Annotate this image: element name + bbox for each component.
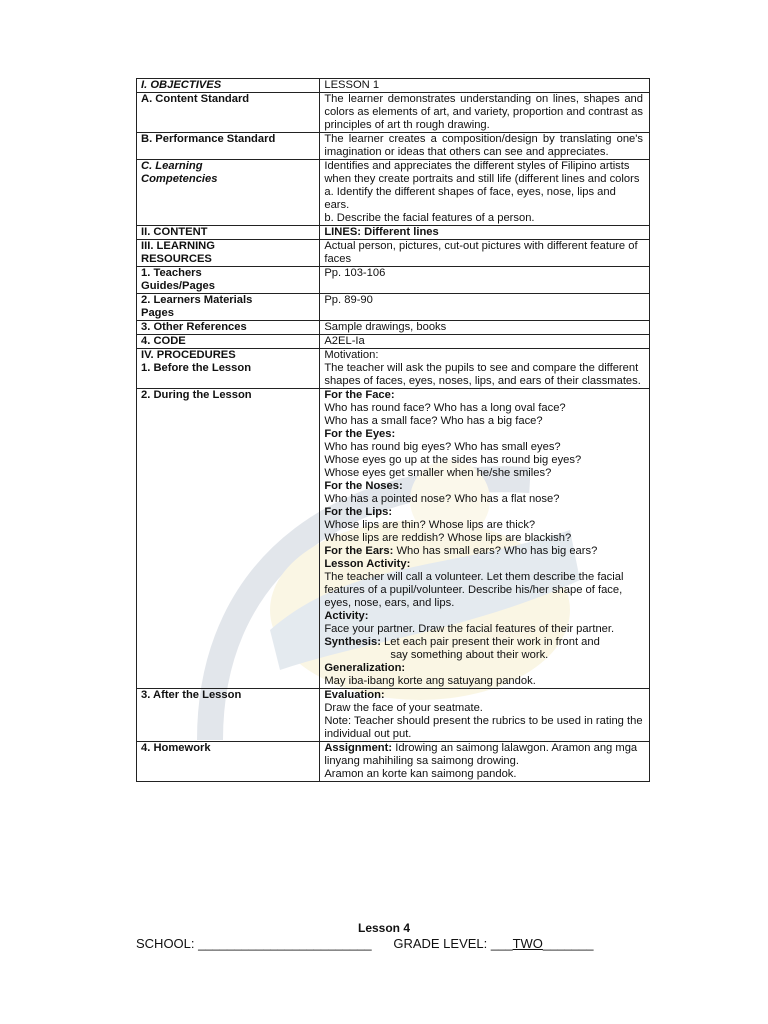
eyes-question-3: Whose eyes get smaller when he/she smiles? — [324, 467, 552, 479]
learning-resources-label-line-2: RESOURCES — [141, 253, 212, 265]
lesson-plan-table — [136, 78, 650, 782]
performance-standard-label: B. Performance Standard — [137, 133, 320, 160]
row-after-lesson — [137, 689, 650, 742]
noses-heading: For the Noses: — [324, 480, 403, 492]
row-learners-materials — [137, 294, 650, 321]
motivation-heading: Motivation: — [324, 349, 379, 361]
procedures-label — [137, 349, 320, 389]
learners-materials-label — [137, 294, 320, 321]
face-heading: For the Face: — [324, 389, 395, 401]
row-performance-standard — [137, 133, 650, 160]
evaluation-heading: Evaluation: — [324, 689, 385, 701]
learning-resources-label — [137, 240, 320, 267]
row-content-standard — [137, 93, 650, 133]
during-lesson-label: 2. During the Lesson — [137, 389, 320, 689]
content-standard-value: The learner demonstrates understanding on lines, shapes and colors as elements of art, and variety, proportion and contrast as principles of art th rough drawing. — [320, 93, 650, 133]
lips-question-1: Whose lips are thin? Whose lips are thick? — [324, 519, 536, 531]
assignment-line — [324, 742, 643, 768]
learning-competencies-value — [320, 160, 650, 226]
eyes-question-1: Who has round big eyes? Who has small eyes? — [324, 441, 561, 453]
objectives-label: I. OBJECTIVES — [137, 79, 320, 93]
grade-level-value: TWO — [512, 936, 543, 951]
performance-standard-value: The learner creates a composition/design by translating one's imagination or ideas that others can see and appreciates. — [320, 133, 650, 160]
lesson-activity-text: The teacher will call a volunteer. Let them describe the facial features of a pupil/volunteer. Describe his/her shape of face, eyes, nose, ears, and lips. — [324, 571, 624, 609]
other-references-label: 3. Other References — [137, 321, 320, 335]
lips-question-2: Whose lips are reddish? Whose lips are blackish? — [324, 532, 572, 544]
face-question-2: Who has a small face? Who has a big face? — [324, 415, 543, 427]
synthesis-text-continued: say something about their work. — [390, 649, 549, 661]
grade-level-label: GRADE LEVEL: ___ — [393, 936, 513, 951]
learning-competencies-label-line-1: C. Learning — [141, 160, 203, 172]
row-during-lesson — [137, 389, 650, 689]
procedures-value — [320, 349, 650, 389]
row-other-references — [137, 321, 650, 335]
after-lesson-label: 3. After the Lesson — [137, 689, 320, 742]
learning-competencies-label-line-2: Competencies — [141, 173, 218, 185]
content-value: LINES: Different lines — [320, 226, 650, 240]
other-references-value: Sample drawings, books — [320, 321, 650, 335]
evaluation-text: Draw the face of your seatmate. — [324, 702, 483, 714]
row-content — [137, 226, 650, 240]
row-homework — [137, 742, 650, 782]
activity-text: Face your partner. Draw the facial features of their partner. — [324, 623, 615, 635]
activity-heading: Activity: — [324, 610, 369, 622]
competency-line-1: Identifies and appreciates the different styles of Filipino artists when they create portraits and still life (different lines and colors — [324, 160, 640, 185]
synthesis-text: Let each pair present their work in front and — [380, 636, 600, 648]
eyes-question-2: Whose eyes go up at the sides has round big eyes? — [324, 454, 582, 466]
during-lesson-value — [320, 389, 650, 689]
evaluation-note: Note: Teacher should present the rubrics to be used in rating the individual out put. — [324, 715, 643, 740]
row-code — [137, 335, 650, 349]
content-label: II. CONTENT — [137, 226, 320, 240]
row-procedures — [137, 349, 650, 389]
procedures-label-line-2: 1. Before the Lesson — [141, 362, 252, 374]
homework-value — [320, 742, 650, 782]
face-question-1: Who has round face? Who has a long oval face? — [324, 402, 566, 414]
assignment-text: Idrowing an saimong lalawgon. Aramon ang mga linyang mahihiling sa saimong drowing. — [324, 742, 638, 767]
competency-line-2: a. Identify the different shapes of face, eyes, nose, lips and ears. — [324, 186, 616, 211]
assignment-text-2: Aramon an korte kan saimong pandok. — [324, 768, 517, 780]
synthesis-heading: Synthesis: — [324, 636, 381, 648]
lips-heading: For the Lips: — [324, 506, 393, 518]
learning-competencies-label — [137, 160, 320, 226]
grade-level-tail: _______ — [542, 936, 594, 951]
generalization-text: May iba-ibang korte ang satuyang pandok. — [324, 675, 536, 687]
learners-materials-label-line-2: Pages — [141, 307, 174, 319]
objectives-value: LESSON 1 — [320, 79, 650, 93]
ears-question: Who has small ears? Who has big ears? — [393, 545, 598, 557]
generalization-heading: Generalization: — [324, 662, 406, 674]
ears-line — [324, 545, 643, 558]
assignment-heading: Assignment: — [324, 742, 393, 754]
competency-line-3: b. Describe the facial features of a person. — [324, 212, 535, 224]
learning-resources-value: Actual person, pictures, cut-out pictures with different feature of faces — [320, 240, 650, 267]
noses-question-1: Who has a pointed nose? Who has a flat nose? — [324, 493, 560, 505]
row-learning-resources — [137, 240, 650, 267]
eyes-heading: For the Eyes: — [324, 428, 396, 440]
code-value: A2EL-Ia — [320, 335, 650, 349]
teachers-guides-value: Pp. 103-106 — [320, 267, 650, 294]
ears-heading: For the Ears: — [324, 545, 394, 557]
motivation-text: The teacher will ask the pupils to see and compare the different shapes of faces, eyes, noses, lips, and ears of their classmates. — [324, 362, 641, 387]
row-objectives — [137, 79, 650, 93]
school-label: SCHOOL: ________________________ — [136, 936, 372, 951]
row-teachers-guides — [137, 267, 650, 294]
learners-materials-label-line-1: 2. Learners Materials — [141, 294, 253, 306]
lesson-title: Lesson 4 — [357, 921, 411, 935]
teachers-guides-label — [137, 267, 320, 294]
code-label: 4. CODE — [137, 335, 320, 349]
synthesis-line — [324, 636, 643, 649]
learners-materials-value: Pp. 89-90 — [320, 294, 650, 321]
content-standard-label: A. Content Standard — [137, 93, 320, 133]
lesson-activity-heading: Lesson Activity: — [324, 558, 411, 570]
teachers-guides-label-line-1: 1. Teachers — [141, 267, 202, 279]
learning-resources-label-line-1: III. LEARNING — [141, 240, 215, 252]
after-lesson-value — [320, 689, 650, 742]
teachers-guides-label-line-2: Guides/Pages — [141, 280, 215, 292]
school-grade-line — [136, 936, 594, 951]
row-learning-competencies — [137, 160, 650, 226]
homework-label: 4. Homework — [137, 742, 320, 782]
procedures-label-line-1: IV. PROCEDURES — [141, 349, 236, 361]
